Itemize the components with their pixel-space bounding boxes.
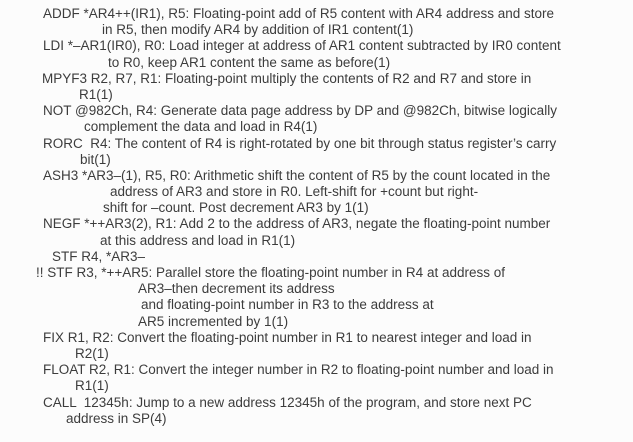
text-line: R1(1) bbox=[79, 86, 113, 102]
text-line: bit(1) bbox=[80, 151, 111, 167]
text-line: STF R4, *AR3– bbox=[52, 248, 146, 264]
text-line: AR5 incremented by 1(1) bbox=[138, 313, 289, 329]
text-line: ASH3 *AR3–(1), R5, R0: Arithmetic shift the content of R5 by the count located in the bbox=[43, 167, 551, 183]
text-line: NEGF *++AR3(2), R1: Add 2 to the address of AR3, negate the floating-point number bbox=[43, 216, 551, 232]
text-line: complement the data and load in R4(1) bbox=[84, 119, 318, 135]
text-line: LDI *–AR1(IR0), R0: Load integer at address of AR1 content subtracted by IR0 content bbox=[43, 38, 561, 54]
text-line: CALL 12345h: Jump to a new address 12345h of the program, and store next PC bbox=[43, 394, 532, 410]
text-line: R2(1) bbox=[75, 345, 109, 361]
text-line: address in SP(4) bbox=[66, 410, 167, 426]
text-line: shift for –count. Post decrement AR3 by 1(1) bbox=[103, 200, 369, 216]
text-line: FIX R1, R2: Convert the floating-point number in R1 to nearest integer and load in bbox=[43, 329, 532, 345]
text-line: FLOAT R2, R1: Convert the integer number in R2 to floating-point number and load in bbox=[43, 362, 554, 378]
text-line: RORC R4: The content of R4 is right-rotated by one bit through status register’s carry bbox=[43, 135, 557, 151]
text-line: address of AR3 and store in R0. Left-shift for +count but right- bbox=[110, 184, 479, 200]
text-line: to R0, keep AR1 content the same as before(1) bbox=[108, 54, 391, 70]
text-line: ADDF *AR4++(IR1), R5: Floating-point add of R5 content with AR4 address and store bbox=[43, 6, 555, 21]
text-line: at this address and load in R1(1) bbox=[100, 232, 296, 248]
text-line: !! STF R3, *++AR5: Parallel store the floating-point number in R4 at address of bbox=[36, 265, 505, 280]
text-line: and floating-point number in R3 to the address at bbox=[141, 297, 434, 313]
text-line: R1(1) bbox=[75, 378, 109, 394]
text-line: NOT @982Ch, R4: Generate data page address by DP and @982Ch, bitwise logically bbox=[43, 103, 557, 119]
text-line: AR3–then decrement its address bbox=[138, 281, 335, 297]
text-line: in R5, then modify AR4 by addition of IR1 content(1) bbox=[102, 22, 414, 38]
text-line: MPYF3 R2, R7, R1: Floating-point multiply the contents of R2 and R7 and store in bbox=[42, 70, 532, 86]
